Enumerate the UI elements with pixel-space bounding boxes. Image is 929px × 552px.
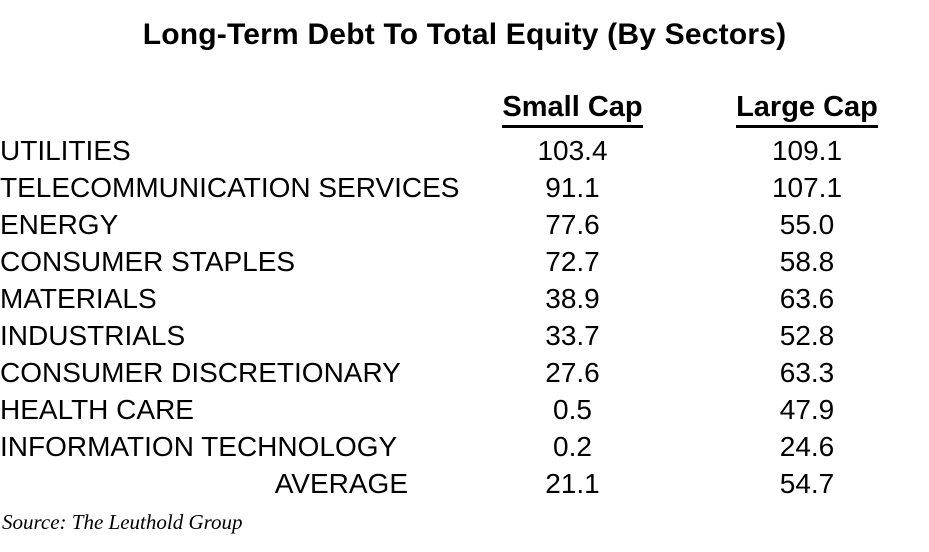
row-value-small-cap: 103.4 [537,135,608,166]
table-header-row [0,70,929,132]
row-value-small-cap: 72.7 [545,246,600,277]
table-row [0,206,929,243]
row-value-large-cap: 24.6 [779,431,835,462]
row-label: INFORMATION TECHNOLOGY [0,431,398,462]
row-label: HEALTH CARE [0,394,194,425]
row-value-large-cap: 54.7 [779,468,835,499]
row-value-small-cap: 0.5 [553,394,592,425]
row-value-small-cap: 0.2 [553,431,592,462]
row-label: TELECOMMUNICATION SERVICES [0,172,460,203]
column-header-small-cap [460,70,685,132]
column-header-large-cap [685,70,929,132]
table-header [0,70,929,132]
table-body [0,132,929,502]
table-row [0,391,929,428]
row-value-large-cap: 107.1 [771,172,843,203]
debt-to-equity-table [0,70,929,502]
source-note: Source: The Leuthold Group [2,510,243,534]
column-header-large-cap-label: Large Cap [736,91,878,128]
table-row [0,317,929,354]
row-value-large-cap: 63.3 [779,357,835,388]
row-value-small-cap: 38.9 [545,283,600,314]
column-header-small-cap-label: Small Cap [502,91,642,128]
row-value-small-cap: 27.6 [545,357,600,388]
row-value-large-cap: 55.0 [779,209,835,240]
row-value-large-cap: 109.1 [771,135,843,166]
row-value-small-cap: 21.1 [545,468,600,499]
row-value-large-cap: 58.8 [779,246,835,277]
row-value-small-cap: 33.7 [545,320,600,351]
row-label: UTILITIES [0,135,131,166]
row-label: AVERAGE [274,468,408,499]
row-value-large-cap: 63.6 [779,283,835,314]
row-value-small-cap: 91.1 [545,172,600,203]
table-row [0,428,929,465]
row-label: INDUSTRIALS [0,320,186,351]
row-label: CONSUMER DISCRETIONARY [0,357,401,388]
table-row [0,243,929,280]
row-label: ENERGY [0,209,119,240]
row-label: MATERIALS [0,283,157,314]
table-row [0,280,929,317]
table-row-average [0,465,929,502]
row-label: CONSUMER STAPLES [0,246,296,277]
page-title: Long-Term Debt To Total Equity (By Sectors) [142,18,787,51]
row-value-large-cap: 52.8 [779,320,835,351]
table-row [0,354,929,391]
row-value-small-cap: 77.6 [545,209,600,240]
column-header-sector [0,70,460,132]
row-value-large-cap: 47.9 [779,394,835,425]
table-row [0,169,929,206]
table-row [0,132,929,169]
